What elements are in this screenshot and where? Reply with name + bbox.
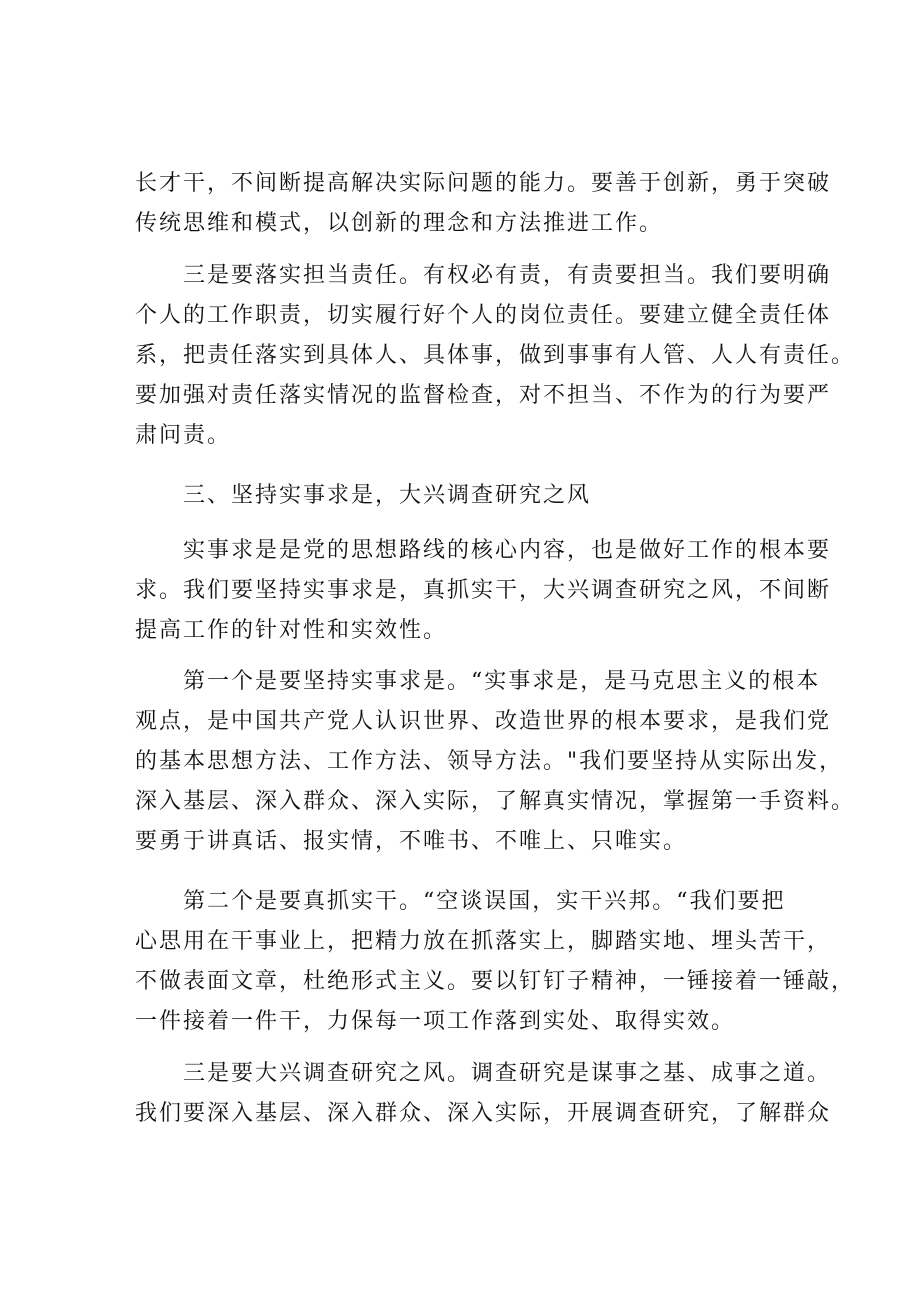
text-line: 传统思维和模式，以创新的理念和方法推进工作。 xyxy=(135,211,664,236)
text-line: 肃问责。 xyxy=(135,423,232,448)
text-line: 一件接着一件干，力保每一项工作落到实处、取得实效。 xyxy=(135,1009,736,1034)
text-line: 深入基层、深入群众、深入实际，了解真实情况，掌握第一手资料。 xyxy=(135,789,856,814)
text-line: 我们要深入基层、深入群众、深入实际，开展调查研究，了解群众 xyxy=(135,1101,832,1126)
text-line: 要勇于讲真话、报实情，不唯书、不唯上、只唯实。 xyxy=(135,829,688,854)
text-line: 观点，是中国共产党人认识世界、改造世界的根本要求，是我们党 xyxy=(135,709,832,734)
text-line: 不做表面文章，杜绝形式主义。要以钉钉子精神，一锤接着一锤敲， xyxy=(135,969,856,994)
paragraph-first-line: 实事求是是党的思想路线的核心内容，也是做好工作的根本要 xyxy=(183,538,832,563)
text-line: 要加强对责任落实情况的监督检查，对不担当、不作为的行为要严 xyxy=(135,383,832,408)
paragraph-first-line: 三是要大兴调查研究之风。调查研究是谋事之基、成事之道。 xyxy=(183,1061,832,1086)
text-line: 长才干，不间断提高解决实际问题的能力。要善于创新，勇于突破 xyxy=(135,171,832,196)
paragraph-first-line: 三是要落实担当责任。有权必有责，有责要担当。我们要明确 xyxy=(183,263,832,288)
section-heading: 三、坚持实事求是，大兴调查研究之风 xyxy=(183,483,592,508)
text-line: 心思用在干事业上，把精力放在抓落实上，脚踏实地、埋头苦干， xyxy=(135,929,832,954)
paragraph-first-line: 第二个是要真抓实干。“空谈误国，实干兴邦。“我们要把 xyxy=(183,889,786,914)
text-line: 求。我们要坚持实事求是，真抓实干，大兴调查研究之风，不间断 xyxy=(135,578,832,603)
text-line: 个人的工作职责，切实履行好个人的岗位责任。要建立健全责任体 xyxy=(135,303,832,328)
text-line: 提高工作的针对性和实效性。 xyxy=(135,618,448,643)
text-line: 的基本思想方法、工作方法、领导方法。"我们要坚持从实际出发， xyxy=(135,749,844,774)
text-line: 系，把责任落实到具体人、具体事，做到事事有人管、人人有责任。 xyxy=(135,343,856,368)
paragraph-first-line: 第一个是要坚持实事求是。“实事求是，是马克思主义的根本 xyxy=(183,669,821,694)
